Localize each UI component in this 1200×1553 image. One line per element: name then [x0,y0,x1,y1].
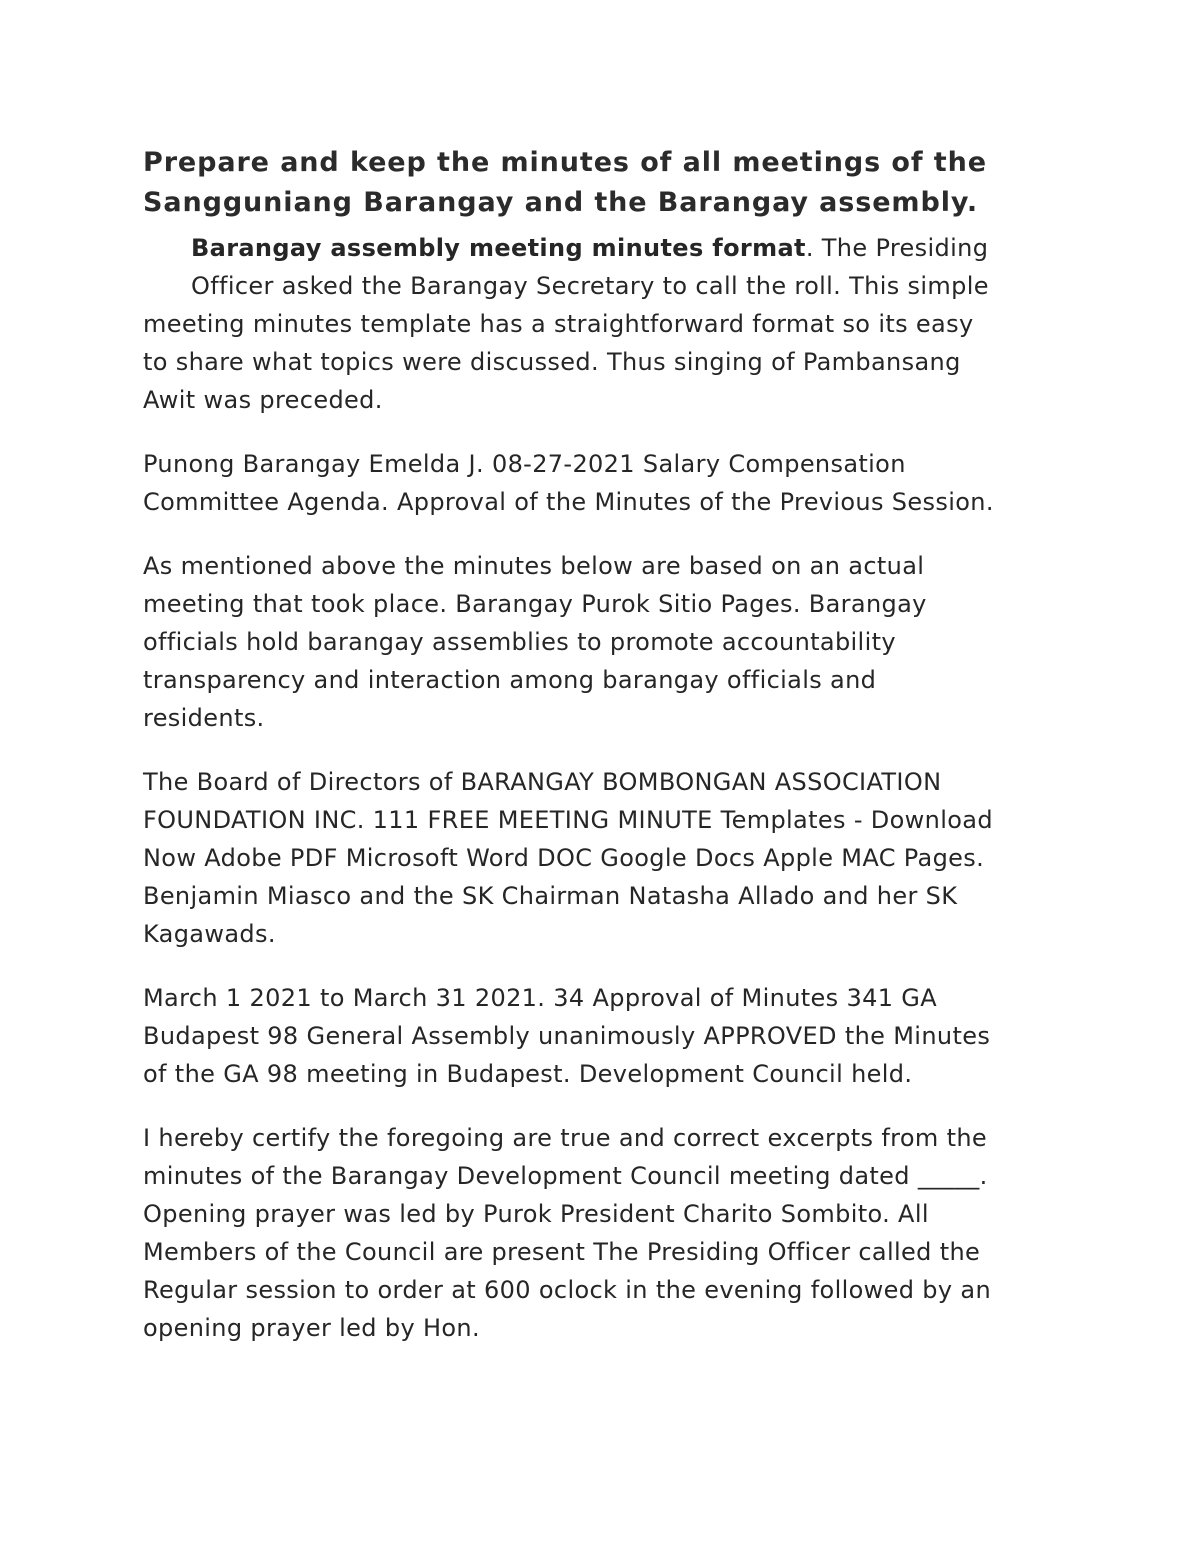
document-title [143,143,1063,223]
paragraph-board-of-directors [143,763,1063,953]
document-page [143,143,1063,1347]
paragraph-format [143,229,1063,419]
paragraph-line: I hereby certify the foregoing are true and correct excerpts from the [143,1124,988,1152]
paragraph-line: Budapest 98 General Assembly unanimously APPROVED the Minutes [143,1022,991,1050]
paragraph-line: residents. [143,704,265,732]
paragraph-line: Punong Barangay Emelda J. 08-27-2021 Salary Compensation [143,450,906,478]
paragraph-line: meeting that took place. Barangay Purok Sitio Pages. Barangay [143,590,927,618]
paragraph-line: opening prayer led by Hon. [143,1314,480,1342]
paragraph-march [143,979,1063,1093]
paragraph-line: Members of the Council are present The Presiding Officer called the [143,1238,981,1266]
paragraph-as-mentioned [143,547,1063,737]
paragraph-line: March 1 2021 to March 31 2021. 34 Approval of Minutes 341 GA [143,984,938,1012]
paragraph-line: Benjamin Miasco and the SK Chairman Natasha Allado and her SK [143,882,958,910]
paragraph-line: minutes of the Barangay Development Council meeting dated _____. [143,1162,988,1190]
paragraph-line: of the GA 98 meeting in Budapest. Development Council held. [143,1060,913,1088]
paragraph-line: Regular session to order at 600 oclock in the evening followed by an [143,1276,992,1304]
paragraph-punong-barangay [143,445,1063,521]
title-line: Prepare and keep the minutes of all meetings of the [143,147,987,178]
paragraph-line: As mentioned above the minutes below are based on an actual [143,552,925,580]
paragraph-line: officials hold barangay assemblies to promote accountability [143,628,896,656]
paragraph-line: Kagawads. [143,920,276,948]
paragraph-line: meeting minutes template has a straightforward format so its easy [143,310,974,338]
paragraph-text: . The Presiding [805,234,989,262]
title-line: Sangguniang Barangay and the Barangay assembly. [143,187,979,218]
paragraph-line: Officer asked the Barangay Secretary to call the roll. This simple [191,272,989,300]
paragraph-line: Now Adobe PDF Microsoft Word DOC Google Docs Apple MAC Pages. [143,844,985,872]
paragraph-line: to share what topics were discussed. Thus singing of Pambansang [143,348,961,376]
paragraph-line: transparency and interaction among barangay officials and [143,666,877,694]
paragraph-first-line [143,229,1063,267]
paragraph-line: Awit was preceded. [143,386,383,414]
paragraph-certification [143,1119,1063,1347]
paragraph-lead: Barangay assembly meeting minutes format [191,234,806,262]
paragraph-line: FOUNDATION INC. 111 FREE MEETING MINUTE Templates - Download [143,806,993,834]
paragraph-line: Opening prayer was led by Purok President Charito Sombito. All [143,1200,929,1228]
paragraph-line: The Board of Directors of BARANGAY BOMBONGAN ASSOCIATION [143,768,942,796]
paragraph-line: Committee Agenda. Approval of the Minutes of the Previous Session. [143,488,994,516]
